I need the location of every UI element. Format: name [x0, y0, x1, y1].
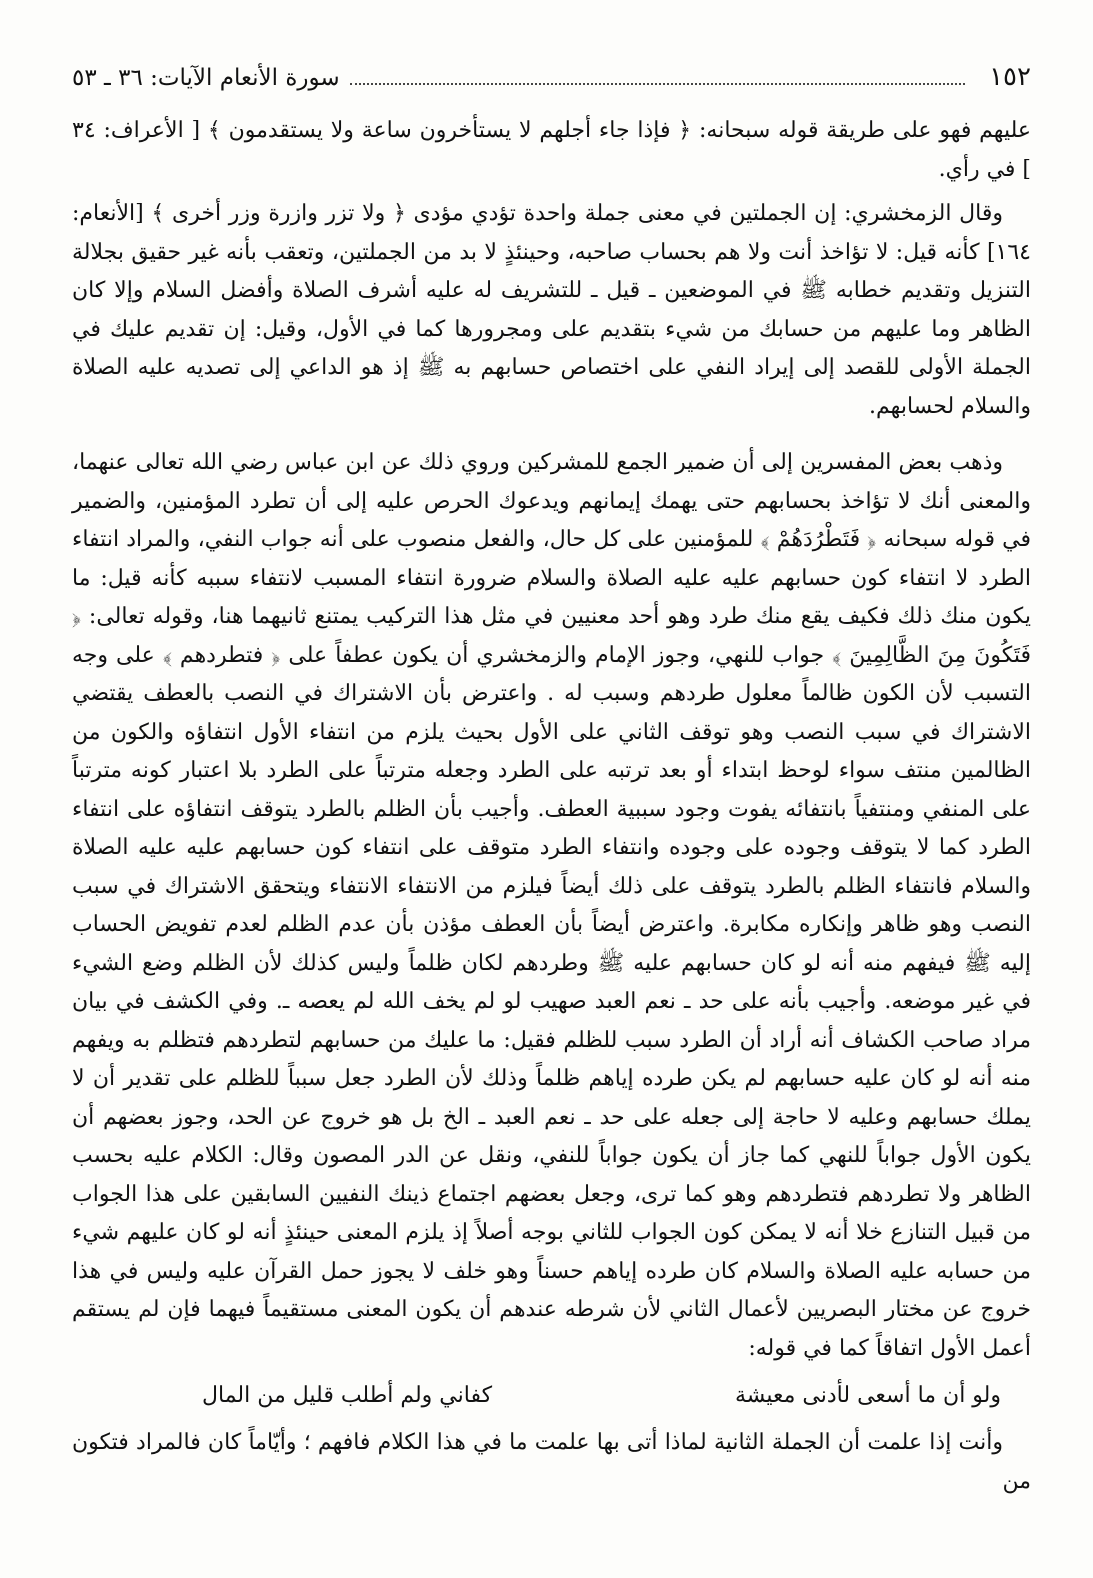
page-number: ١٥٢: [989, 62, 1031, 92]
chapter-title: سورة الأنعام الآيات: ٣٦ ـ ٥٣: [72, 65, 340, 91]
body-text: [72, 112, 1031, 1368]
header-dotted-leader: [350, 83, 965, 85]
paragraph-3: وذهب بعض المفسرين إلى أن ضمير الجمع للمشركين وروي ذلك عن ابن عباس رضي الله تعالى عنهما، والمعنى أنك لا تؤاخذ بحسابهم حتى يهمك إيمانهم ويدعوك الحرص عليه إلى أن تطرد المؤمنين، والضمير في قوله سبحانه ﴿ فَتَطْرُدَهُمْ ﴾ للمؤمنين على كل حال، والفعل منصوب على أنه جواب النفي، والمراد انتفاء الطرد لا انتفاء كون حسابهم عليه عليه الصلاة والسلام ضرورة انتفاء المسبب لانتفاء سببه كأنه قيل: ما يكون منك ذلك فكيف يقع منك طرد وهو أحد معنيين في مثل هذا التركيب يمتنع ثانيهما هنا، وقوله تعالى: ﴿ فَتَكُونَ مِنَ الظَّالِمِينَ ﴾ جواب للنهي، وجوز الإمام والزمخشري أن يكون عطفاً على ﴿ فتطردهم ﴾ على وجه التسبب لأن الكون ظالماً معلول طردهم وسبب له . واعترض بأن الاشتراك في النصب بالعطف يقتضي الاشتراك في سبب النصب وهو توقف الثاني على الأول بحيث يلزم من انتفاء الأول انتفاؤه والكون من الظالمين منتف سواء لوحظ ابتداء أو بعد ترتبه على الطرد وجعله مترتباً على الطرد بلا اعتبار كونه مترتباً على المنفي ومنتفياً بانتفائه يفوت وجود سببية العطف. وأجيب بأن الظلم بالطرد يتوقف انتفاؤه على انتفاء الطرد كما لا يتوقف وجوده على وجوده وانتفاء الطرد متوقف على انتفاء كون حسابهم عليه عليه الصلاة والسلام فانتفاء الظلم بالطرد يتوقف على ذلك أيضاً فيلزم من الانتفاء الانتفاء ويتحقق الاشتراك في سبب النصب وهو ظاهر وإنكاره مكابرة. واعترض أيضاً بأن العطف مؤذن بأن عدم الظلم لعدم تفويض الحساب إليه ﷺ فيفهم منه أنه لو كان حسابهم عليه ﷺ وطردهم لكان ظلماً وليس كذلك لأن الظلم وضع الشيء في غير موضعه. وأجيب بأنه على حد ـ نعم العبد صهيب لو لم يخف الله لم يعصه ـ. وفي الكشف في بيان مراد صاحب الكشاف أنه أراد أن الطرد سبب للظلم فقيل: ما عليك من حسابهم لتطردهم فتظلم به ويفهم منه أنه لو كان عليه حسابهم لم يكن طرده إياهم ظلماً وذلك لأن الطرد جعل سبباً للظلم على تقدير أن لا يملك حسابهم وعليه لا حاجة إلى جعله على حد ـ نعم العبد ـ الخ بل هو خروج عن الحد، وجوز بعضهم أن يكون الأول جواباً للنهي كما جاز أن يكون جواباً للنفي، ونقل عن الدر المصون وقال: الكلام عليه بحسب الظاهر ولا تطردهم فتطردهم وهو كما ترى، وجعل بعضهم اجتماع ذينك النفيين السابقين على هذا الجواب من قبيل التنازع خلا أنه لا يمكن كون الجواب للثاني بوجه أصلاً إذ يلزم المعنى حينئذٍ أنه لو كان عليهم شيء من حسابه عليه الصلاة والسلام كان طرده إياهم حسناً وهو خلف لا يجوز حمل القرآن عليه وليس في هذا خروج عن مختار البصريين لأعمال الثاني لأن شرطه عندهم أن يكون المعنى مستقيماً فيهما فإن لم يستقم أعمل الأول اتفاقاً كما في قوله:: [72, 450, 1031, 1361]
verse-hemistich-second: كفاني ولم أطلب قليل من المال: [202, 1383, 493, 1408]
paragraph-1: عليهم فهو على طريقة قوله سبحانه: ﴿ فإذا جاء أجلهم لا يستأخرون ساعة ولا يستقدمون ﴾ [ الأعراف: ٣٤ ] في رأي.: [72, 118, 1031, 182]
paragraph-2: وقال الزمخشري: إن الجملتين في معنى جملة واحدة تؤدي مؤدى ﴿ ولا تزر وازرة وزر أخرى ﴾ [الأنعام: ١٦٤] كأنه قيل: لا تؤاخذ أنت ولا هم بحساب صاحبه، وحينئذٍ لا بد من الجملتين، وتعقب بأنه غير حقيق بجلالة التنزيل وتقديم خطابه ﷺ في الموضعين ـ قيل ـ للتشريف له عليه أشرف الصلاة وأفضل السلام وإلا كان الظاهر وما عليهم من حسابك من شيء بتقديم على ومجرورها كما في الأول، وقيل: إن تقديم عليك في الجملة الأولى للقصد إلى إيراد النفي على اختصاص حسابهم به ﷺ إذ هو الداعي إلى تصديه عليه الصلاة والسلام لحسابهم.: [72, 201, 1031, 419]
closing-text: [72, 1424, 1031, 1501]
closing-paragraph: وأنت إذا علمت أن الجملة الثانية لماذا أتى بها علمت ما في هذا الكلام فافهم ؛ وأيّاماً كان فالمراد فتكون من: [72, 1430, 1031, 1494]
running-header: [72, 62, 1031, 106]
poetry-verse: [72, 1374, 1031, 1418]
verse-hemistich-first: ولو أن ما أسعى لأدنى معيشة: [734, 1383, 1001, 1408]
